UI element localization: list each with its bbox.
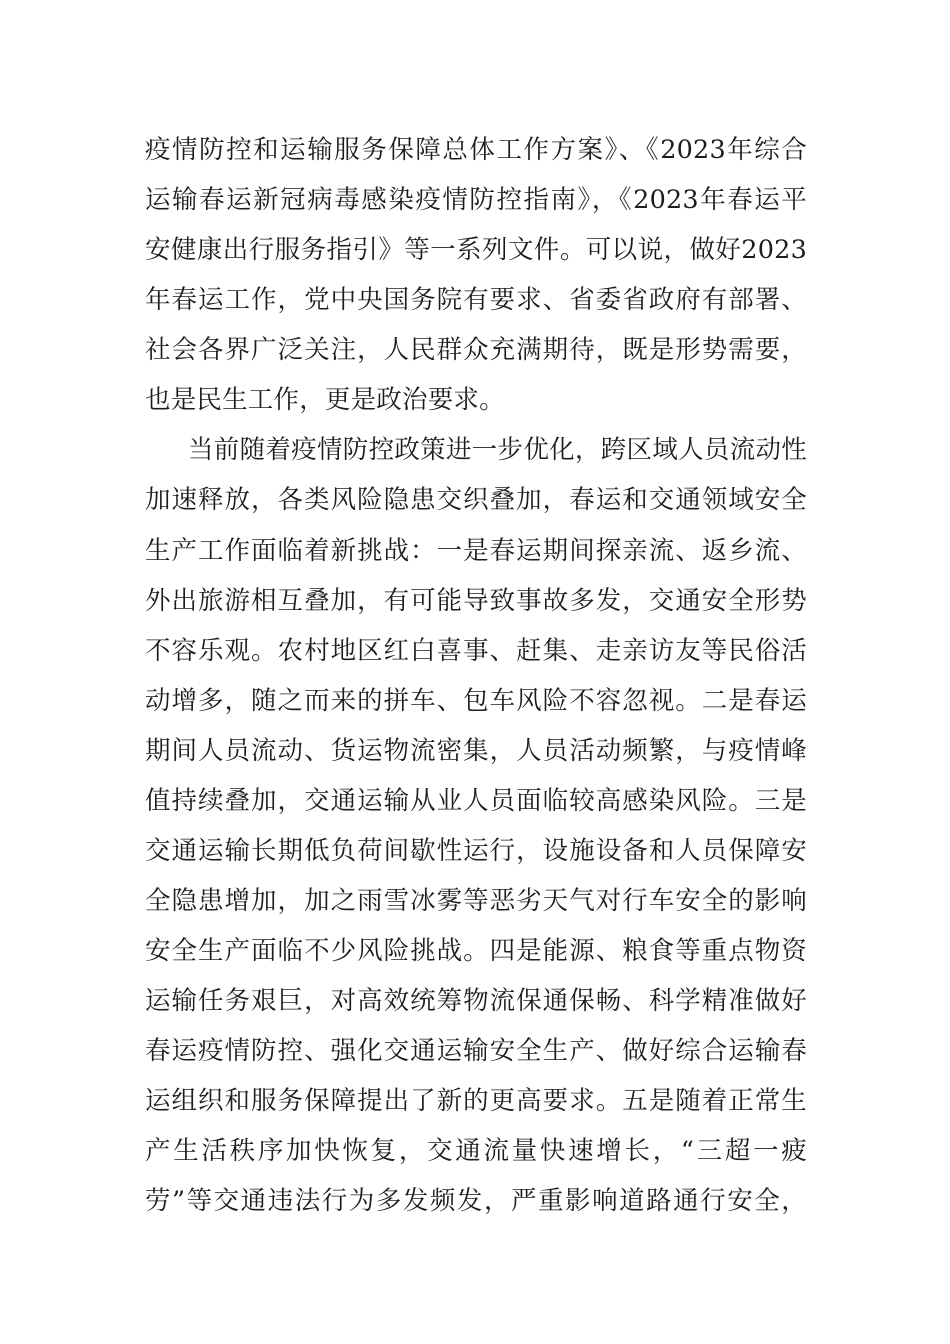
text-line: 运输任务艰巨，对高效统筹物流保通保畅、科学精准做好 — [145, 986, 807, 1016]
text-line: 运输春运新冠病毒感染疫情防控指南》，《2023年春运平 — [145, 185, 807, 215]
text-line: 产生活秩序加快恢复，交通流量快速增长，“三超一疲 — [145, 1136, 807, 1166]
text-line: 安健康出行服务指引》等一系列文件。可以说，做好2023 — [145, 235, 807, 265]
text-line: 社会各界广泛关注，人民群众充满期待，既是形势需要， — [145, 335, 807, 365]
text-line: 安全生产面临不少风险挑战。四是能源、粮食等重点物资 — [145, 936, 807, 966]
text-line: 劳”等交通违法行为多发频发，严重影响道路通行安全， — [145, 1186, 807, 1216]
text-line: 交通运输长期低负荷间歇性运行，设施设备和人员保障安 — [145, 836, 807, 866]
text-line: 当前随着疫情防控政策进一步优化，跨区域人员流动性 — [188, 435, 807, 465]
text-line: 生产工作面临着新挑战：一是春运期间探亲流、返乡流、 — [145, 536, 807, 566]
text-line: 运组织和服务保障提出了新的更高要求。五是随着正常生 — [145, 1086, 807, 1116]
text-line: 值持续叠加，交通运输从业人员面临较高感染风险。三是 — [145, 786, 807, 816]
text-line: 疫情防控和运输服务保障总体工作方案》、《2023年综合 — [145, 135, 807, 165]
text-line: 也是民生工作，更是政治要求。 — [145, 385, 505, 415]
text-line: 全隐患增加，加之雨雪冰雾等恶劣天气对行车安全的影响 — [145, 886, 807, 916]
text-line: 加速释放，各类风险隐患交织叠加，春运和交通领域安全 — [145, 485, 807, 515]
text-line: 春运疫情防控、强化交通运输安全生产、做好综合运输春 — [145, 1036, 807, 1066]
text-line: 外出旅游相互叠加，有可能导致事故多发，交通安全形势 — [145, 586, 807, 616]
text-line: 期间人员流动、货运物流密集，人员活动频繁，与疫情峰 — [145, 736, 807, 766]
text-line: 动增多，随之而来的拼车、包车风险不容忽视。二是春运 — [145, 686, 807, 716]
text-line: 不容乐观。农村地区红白喜事、赶集、走亲访友等民俗活 — [145, 636, 807, 666]
text-line: 年春运工作，党中央国务院有要求、省委省政府有部署、 — [145, 285, 807, 315]
